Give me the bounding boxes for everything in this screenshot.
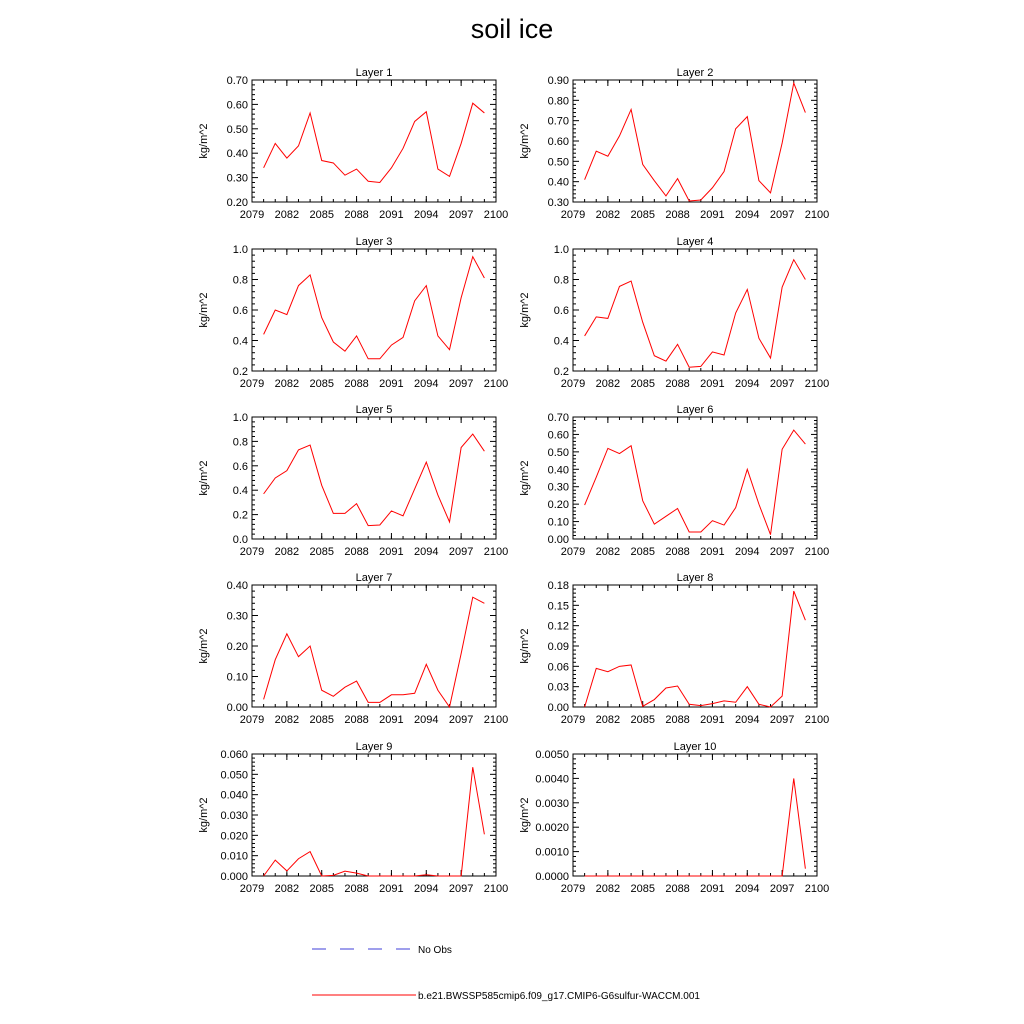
- x-tick-label: 2079: [239, 883, 265, 895]
- x-tick-label: 2085: [630, 546, 655, 558]
- x-tick-label: 2091: [379, 883, 404, 895]
- y-tick-label: 0.2: [232, 509, 248, 522]
- y-tick-label: 1.0: [232, 244, 248, 256]
- y-tick-label: 1.0: [232, 412, 248, 424]
- plot-frame: [573, 585, 817, 707]
- x-tick-label: 2100: [804, 209, 830, 221]
- panel-title: Layer 5: [355, 404, 393, 416]
- x-tick-label: 2088: [344, 209, 369, 221]
- x-tick-label: 2091: [700, 378, 725, 390]
- y-tick-label: 0.60: [547, 136, 569, 148]
- y-tick-label: 0.00: [226, 702, 248, 714]
- y-tick-label: 0.0050: [535, 749, 569, 761]
- y-axis-label: kg/m^2: [198, 628, 210, 664]
- y-tick-label: 0.30: [226, 172, 248, 185]
- x-tick-label: 2091: [700, 209, 725, 221]
- x-tick-label: 2079: [560, 209, 586, 221]
- panel-title: Layer 4: [676, 236, 714, 248]
- x-tick-label: 2100: [483, 714, 509, 726]
- y-tick-label: 0.0010: [535, 846, 569, 859]
- y-tick-label: 0.0: [232, 534, 248, 546]
- y-tick-label: 0.060: [220, 749, 248, 761]
- panel-title: Layer 10: [673, 741, 717, 753]
- y-tick-label: 0.0040: [535, 773, 569, 786]
- y-tick-label: 0.40: [547, 464, 569, 477]
- plot-frame: [252, 754, 496, 876]
- x-tick-label: 2100: [804, 714, 830, 726]
- x-tick-label: 2088: [665, 209, 690, 221]
- series-line-1: [264, 434, 485, 526]
- x-tick-label: 2079: [560, 883, 586, 895]
- legend-model-label: b.e21.BWSSP585cmip6.f09_g17.CMIP6-G6sulfur-WACCM.001: [418, 991, 700, 1002]
- y-tick-label: 0.50: [547, 446, 569, 459]
- y-tick-label: 0.010: [220, 850, 248, 863]
- y-tick-label: 0.40: [226, 148, 248, 161]
- plot-frame: [573, 417, 817, 539]
- x-tick-label: 2079: [560, 714, 586, 726]
- y-axis-label: kg/m^2: [519, 123, 531, 159]
- y-tick-label: 0.70: [547, 412, 569, 424]
- plot-frame: [573, 249, 817, 371]
- y-tick-label: 0.09: [547, 641, 569, 653]
- x-tick-label: 2091: [700, 883, 725, 895]
- series-line-1: [264, 103, 485, 182]
- chart-panel-7: [198, 572, 508, 726]
- x-tick-label: 2100: [483, 883, 509, 895]
- y-tick-label: 0.6: [232, 460, 248, 473]
- x-tick-label: 2088: [665, 714, 690, 726]
- y-tick-label: 0.040: [220, 789, 248, 802]
- y-tick-label: 0.10: [547, 516, 569, 529]
- x-tick-label: 2097: [448, 714, 474, 726]
- x-tick-label: 2085: [630, 883, 655, 895]
- x-tick-label: 2097: [448, 546, 474, 558]
- x-tick-label: 2082: [274, 378, 300, 390]
- x-tick-label: 2088: [344, 714, 369, 726]
- x-tick-label: 2091: [379, 714, 404, 726]
- x-tick-label: 2094: [414, 714, 439, 726]
- x-tick-label: 2097: [769, 714, 795, 726]
- chart-panel-9: [198, 741, 508, 895]
- y-tick-label: 0.20: [547, 499, 569, 512]
- y-tick-label: 0.20: [226, 197, 248, 209]
- x-tick-label: 2091: [379, 209, 404, 221]
- x-tick-label: 2085: [309, 546, 334, 558]
- plot-frame: [252, 80, 496, 202]
- x-tick-label: 2097: [448, 378, 474, 390]
- y-tick-label: 0.20: [226, 641, 248, 653]
- y-axis-label: kg/m^2: [519, 628, 531, 664]
- y-tick-label: 0.8: [232, 274, 248, 287]
- chart-panel-3: [198, 236, 508, 390]
- x-tick-label: 2082: [274, 546, 300, 558]
- panel-title: Layer 2: [676, 67, 714, 79]
- chart-panel-5: [198, 404, 508, 558]
- y-tick-label: 0.40: [547, 176, 569, 189]
- y-axis-label: kg/m^2: [519, 292, 531, 328]
- x-tick-label: 2091: [379, 546, 404, 558]
- y-tick-label: 0.70: [226, 75, 248, 87]
- panel-title: Layer 1: [355, 67, 393, 79]
- y-tick-label: 0.4: [232, 335, 248, 348]
- x-tick-label: 2097: [448, 883, 474, 895]
- chart-panel-1: [198, 67, 508, 221]
- x-tick-label: 2082: [274, 714, 300, 726]
- y-tick-label: 0.00: [547, 702, 569, 714]
- x-tick-label: 2079: [239, 546, 265, 558]
- y-tick-label: 0.50: [547, 156, 569, 169]
- x-tick-label: 2094: [735, 883, 760, 895]
- plot-frame: [573, 754, 817, 876]
- y-tick-label: 0.000: [220, 871, 248, 883]
- series-line-1: [585, 591, 806, 707]
- plot-frame: [573, 80, 817, 202]
- x-tick-label: 2094: [414, 883, 439, 895]
- y-tick-label: 0.06: [547, 661, 569, 674]
- y-axis-label: kg/m^2: [198, 292, 210, 328]
- y-axis-label: kg/m^2: [198, 123, 210, 159]
- y-axis-label: kg/m^2: [519, 797, 531, 833]
- chart-panel-2: [519, 67, 829, 221]
- y-tick-label: 0.050: [220, 769, 248, 782]
- x-tick-label: 2100: [804, 378, 830, 390]
- x-tick-label: 2091: [700, 546, 725, 558]
- y-tick-label: 0.60: [547, 429, 569, 442]
- x-tick-label: 2085: [309, 883, 334, 895]
- series-line-1: [264, 767, 485, 876]
- y-tick-label: 0.2: [553, 366, 569, 378]
- legend-obs-label: No Obs: [418, 945, 452, 956]
- series-line-1: [585, 778, 806, 876]
- y-tick-label: 0.0030: [535, 797, 569, 810]
- series-line-1: [264, 257, 485, 359]
- y-tick-label: 0.70: [547, 115, 569, 128]
- x-tick-label: 2082: [274, 209, 300, 221]
- series-line-1: [585, 430, 806, 535]
- x-tick-label: 2082: [274, 883, 300, 895]
- x-tick-label: 2082: [595, 546, 621, 558]
- x-tick-label: 2094: [735, 378, 760, 390]
- x-tick-label: 2100: [804, 883, 830, 895]
- y-tick-label: 0.90: [547, 75, 569, 87]
- x-tick-label: 2082: [595, 714, 621, 726]
- y-tick-label: 0.15: [547, 600, 569, 613]
- panel-title: Layer 7: [355, 572, 393, 584]
- y-tick-label: 0.10: [226, 671, 248, 684]
- x-tick-label: 2085: [309, 209, 334, 221]
- y-tick-label: 0.8: [553, 274, 569, 287]
- y-tick-label: 0.4: [232, 485, 248, 498]
- x-tick-label: 2085: [630, 209, 655, 221]
- y-tick-label: 0.50: [226, 123, 248, 136]
- y-tick-label: 1.0: [553, 244, 569, 256]
- y-tick-label: 0.03: [547, 681, 569, 694]
- x-tick-label: 2094: [735, 209, 760, 221]
- series-line-1: [264, 597, 485, 707]
- x-tick-label: 2094: [414, 546, 439, 558]
- panel-title: Layer 3: [355, 236, 393, 248]
- y-axis-label: kg/m^2: [198, 460, 210, 496]
- y-tick-label: 0.6: [232, 305, 248, 317]
- x-tick-label: 2094: [735, 714, 760, 726]
- x-tick-label: 2094: [414, 209, 439, 221]
- x-tick-label: 2094: [414, 378, 439, 390]
- x-tick-label: 2091: [379, 378, 404, 390]
- panel-title: Layer 6: [676, 404, 714, 416]
- x-tick-label: 2088: [665, 883, 690, 895]
- y-tick-label: 0.30: [226, 610, 248, 623]
- y-tick-label: 0.0020: [535, 822, 569, 835]
- y-tick-label: 0.4: [553, 335, 569, 348]
- x-tick-label: 2097: [769, 883, 795, 895]
- y-tick-label: 0.2: [232, 366, 248, 378]
- y-tick-label: 0.40: [226, 580, 248, 592]
- y-tick-label: 0.0000: [535, 871, 569, 883]
- y-tick-label: 0.18: [547, 580, 569, 592]
- y-axis-label: kg/m^2: [198, 797, 210, 833]
- y-tick-label: 0.6: [553, 305, 569, 317]
- x-tick-label: 2079: [239, 714, 265, 726]
- x-tick-label: 2082: [595, 883, 621, 895]
- chart-panel-6: [519, 404, 829, 558]
- x-tick-label: 2079: [560, 378, 586, 390]
- x-tick-label: 2088: [344, 546, 369, 558]
- x-tick-label: 2100: [483, 378, 509, 390]
- x-tick-label: 2097: [769, 209, 795, 221]
- y-tick-label: 0.60: [226, 99, 248, 112]
- x-tick-label: 2097: [769, 546, 795, 558]
- x-tick-label: 2085: [630, 714, 655, 726]
- y-tick-label: 0.30: [547, 481, 569, 494]
- x-tick-label: 2088: [665, 378, 690, 390]
- plot-frame: [252, 585, 496, 707]
- panel-title: Layer 9: [355, 741, 393, 753]
- y-tick-label: 0.80: [547, 95, 569, 108]
- figure-title: soil ice: [470, 14, 554, 44]
- x-tick-label: 2100: [483, 209, 509, 221]
- y-tick-label: 0.30: [547, 197, 569, 209]
- x-tick-label: 2082: [595, 209, 621, 221]
- x-tick-label: 2079: [560, 546, 586, 558]
- y-tick-label: 0.020: [220, 830, 248, 843]
- chart-panel-10: [519, 741, 829, 895]
- x-tick-label: 2097: [769, 378, 795, 390]
- chart-panel-8: [519, 572, 829, 726]
- x-tick-label: 2079: [239, 209, 265, 221]
- x-tick-label: 2085: [630, 378, 655, 390]
- x-tick-label: 2088: [344, 883, 369, 895]
- x-tick-label: 2082: [595, 378, 621, 390]
- x-tick-label: 2097: [448, 209, 474, 221]
- x-tick-label: 2091: [700, 714, 725, 726]
- y-tick-label: 0.8: [232, 436, 248, 449]
- series-line-1: [585, 260, 806, 368]
- series-line-1: [585, 83, 806, 201]
- y-tick-label: 0.12: [547, 620, 569, 633]
- x-tick-label: 2094: [735, 546, 760, 558]
- x-tick-label: 2100: [804, 546, 830, 558]
- y-tick-label: 0.030: [220, 810, 248, 822]
- x-tick-label: 2085: [309, 378, 334, 390]
- chart-panel-4: [519, 236, 829, 390]
- plot-frame: [252, 417, 496, 539]
- panel-title: Layer 8: [676, 572, 714, 584]
- x-tick-label: 2088: [665, 546, 690, 558]
- y-axis-label: kg/m^2: [519, 460, 531, 496]
- x-tick-label: 2088: [344, 378, 369, 390]
- y-tick-label: 0.00: [547, 534, 569, 546]
- x-tick-label: 2085: [309, 714, 334, 726]
- x-tick-label: 2100: [483, 546, 509, 558]
- x-tick-label: 2079: [239, 378, 265, 390]
